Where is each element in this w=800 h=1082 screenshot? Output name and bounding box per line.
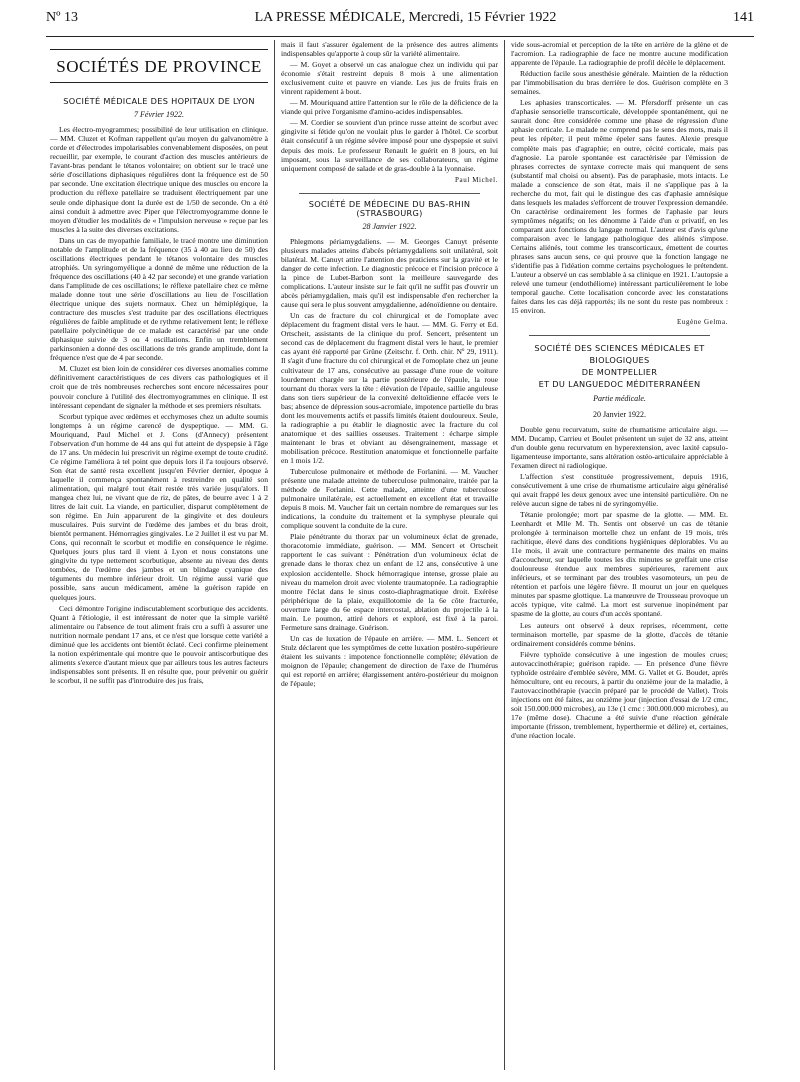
paragraph: Réduction facile sous anesthésie générale. Maintien de la réduction par l'immobilisation du bras derrière le dos. Guérison complète en 3 semaines.: [511, 69, 728, 97]
society-line: DE MONTPELLIER: [581, 367, 658, 378]
paragraph: mais il faut s'assurer également de la présence des autres aliments indispensables qu'apporte à coup sûr la variété alimentaire.: [281, 40, 498, 59]
meeting-date: 20 Janvier 1922.: [592, 409, 647, 419]
column-1: [44, 40, 274, 1070]
column-3: [504, 40, 734, 1070]
paragraph: — M. Cordier se souvient d'un prince russe atteint de scorbut avec gingivite si fétide qu'on ne voulait plus le garder à l'hôtel. Ce scorbut était consécutif à un régime sévère imposé pour une dyspepsie et suivi depuis des mois. Le professeur Renault le guérit en 8 jours, en lui imposant, sous la surveillance de ses collaborateurs, un régime uniquement composé de salade et de gras-double à la lyonnaise.: [281, 118, 498, 173]
paragraph: M. Cluzet est bien loin de considérer ces diverses anomalies comme définitivement caractéristiques de ces divers cas pathologiques et il croit que de très nombreuses recherches sont encore nécessaires pour pouvoir conclure à l'utilité des électromyogrammes en clinique. Il est intéressant cependant de signaler la méthode et ses premiers résultats.: [50, 364, 268, 410]
society-line: ET DU LANGUEDOC MÉDITERRANÉEN: [538, 379, 701, 390]
society-heading-bas-rhin: SOCIÉTÉ DE MÉDECINE DU BAS-RHIN (STRASBOURG): [308, 198, 471, 218]
paragraph: Tétanie prolongée; mort par spasme de la glotte. — MM. Et. Leenhardt et Mlle M. Th. Sentis ont observé un cas de tétanie prolongée à terminaison mortelle chez un enfant de 19 mois, très rachitique, élevé dans des conditions hygiéniques déplorables. Vu au 11e mois, il avait une contracture permanente des mains en mains d'accoucheur, sur laquelle toutes les dix minutes se greffait une crise douloureuse étendue aux membres supérieures, rarement aux inférieurs, et se terminant par des troubles vasomoteurs, un peu de rétention et parfois une légère fièvre. Il mourut un jour en quelques minutes par spasme glottique. La manœuvre de Trousseau provoque un accès typique, vite calmé. La mort est survenue inopinément par spasme de la glotte, au cours d'un accès spontané.: [511, 509, 728, 619]
divider: [529, 335, 710, 336]
paragraph: Tuberculose pulmonaire et méthode de Forlanini. — M. Vaucher présente une malade atteinte de tuberculose pulmonaire, traitée par la méthode de Forlanini. Cette malade, atteinte d'une tuberculose pulmonaire unilatérale, est actuellement en excellent état et travaille depuis 8 mois. M. Vaucher fait un certain nombre de remarques sur les indications, la conduite du traitement et la symphyse pleurale qui complique souvent la conduite de la cure.: [281, 467, 498, 531]
section-subtitle: Partie médicale.: [593, 394, 646, 404]
paragraph: Ceci démontre l'origine indiscutablement scorbutique des accidents. Quant à l'étiologie, il est intéressant de noter que la simple variété alimentaire ou l'absence de tout aliment frais cru a suffi à assurer une nutrition normale pendant 17 ans, et ce n'est que lorsque cette variété a diminué que les accidents ont bientôt éclaté. Ceci confirme pleinement la notion expérimentale qui montre que le pouvoir antiscorbutique des aliments s'exerce d'autant mieux que par ailleurs tous les autres facteurs indispensables sont présents. Il en résulte que, pour prévenir ou guérir le scorbut, il ne suffit pas d'introduire des jus frais,: [50, 603, 268, 685]
author-signature: Eugène Gelma.: [677, 318, 728, 327]
paragraph: Un cas de fracture du col chirurgical et de l'omoplate avec déplacement du fragment distal vers le haut. — MM. G. Ferry et Ed. Ortscheit, assistants de la clinique du prof. Sencert, présentent un second cas de déplacement du fragment distal vers le haut, le premier cas ayant été rapporté par Grüne (Zeitschr. f. Orth. chir. Nº 29, 1911). Il s'agit d'une fracture du col chirurgical et de l'omoplate chez un jeune cultivateur de 17 ans, consécutive au passage d'une roue de voiture lourdement chargée sur la partie postérieure de l'épaule, la roue tournant du thorax vers la tête : élévation de l'épaule, saillie anguleuse dans son tiers supérieur de la convexité deltoïdienne effacée vers le bas; absence de dépression sous-acromiale, impotence partielle du bras dont les mouvements actifs et passifs limités étaient douloureux. Seule, la radiographie a pu établir le diagnostic avec la fracture du col anatomique et des saillies osseuses. Traitement : écharpe simple maintenant le bras et obviant au désengrainement, massage et mobilisation précoce. Restitution anatomique et fonctionnelle parfaite en 1 mois 1/2.: [281, 311, 498, 465]
paragraph: Fièvre typhoïde consécutive à une ingestion de moules crues; autovaccinothérapie; guérison rapide. — En présence d'une fièvre typhoïde ostréaire d'emblée sévère, MM. G. Vallet et G. Boudet, après hémoculture, ont eu recours, à partir du onzième jour de la maladie, à l'autovaccinothérapie (vaccin préparé par le procédé de Vallet). Trois injections ont été faites, au onzième jour (injection d'essai de 1/2 cmc, soit 150.000.000 microbes), au 13e (1 cmc : 300.000.000 microbes), au 17e (même dose). Chacune a été suivie d'une réaction générale importante (frisson, tremblement, hyperthermie et délire) et, certaines, d'une réaction locale.: [511, 649, 728, 741]
paragraph: — M. Goyet a observé un cas analogue chez un individu qui par économie s'était restreint depuis 8 mois à une alimentation exclusivement cuite et pauvre en viande. Les jus de fruits frais en vinrent rapidement à bout.: [281, 60, 498, 97]
journal-title: LA PRESSE MÉDICALE, Mercredi, 15 Février 1922: [254, 10, 557, 25]
paragraph: Phlegmons périamygdaliens. — M. Georges Canuyt présente plusieurs malades atteins d'abcès périamygdaliens soit unilatéral, soit bilatéral. M. Canuyt attire l'attention des praticiens sur la gravité et le danger de cette infection. Le diagnostic précoce et l'incision précoce à la pince de Lubet-Barbon sont la meilleure sauvegarde des complications. L'auteur insiste sur le fait qu'il ne suffit pas d'ouvrir un abcès périamygdalien, mais qu'il est indispensable d'en rechercher la cause qui sera le plus souvent amygdalienne, adénoïdienne ou dentaire.: [281, 236, 498, 310]
meeting-date: 28 Janvier 1922.: [362, 221, 417, 231]
paragraph: vide sous-acromial et perception de la tête en arrière de la glène et de l'acromion. La radiographie de face ne montre aucune modification apparente de l'épaule. La radiographie de profil décèle le déplacement.: [511, 40, 728, 68]
paragraph: Les auteurs ont observé à deux reprises, récemment, cette terminaison mortelle, par spasme de la glotte, d'accès de tétanie ordinairement considérés comme bénins.: [511, 620, 728, 648]
meeting-date: 7 Février 1922.: [134, 110, 184, 120]
society-heading-lyon: SOCIÉTÉ MÉDICALE DES HOPITAUX DE LYON: [63, 96, 255, 107]
paragraph: Les électro-myogrammes; possibilité de leur utilisation en clinique. — MM. Cluzet et Kofman rappellent qu'au moyen du galvanomètre à corde et d'électrodes impolarisables convenablement disposées, on peut recueillir, par exemple, le courant d'action des muscles antérieurs de l'avant-bras pendant le tétanos volontaire; on obtient sur le tracé une série d'oscillations diphasiques régulières dont la fréquence est de 50 par seconde. Une excitation électrique unique des muscles ou encore la production du réflexe patellaire se traduisent électriquement par une seule onde diphasique dont la durée est de 1/50 de seconde. On a été ainsi conduit à admettre avec Piper que l'électromyogramme donne le moyen d'étudier les modalités de « l'impulsion nerveuse » reçue par les muscles à la suite des diverses excitations.: [50, 125, 268, 234]
page-number: 141: [732, 10, 754, 25]
columns: [44, 40, 756, 1070]
column-2: [274, 40, 504, 1070]
society-line: SOCIÉTÉ DES SCIENCES MÉDICALES ET BIOLOGIQUES: [534, 343, 705, 366]
page-header: [46, 10, 754, 37]
paragraph: Double genu recurvatum, suite de rhumatisme articulaire aigu. — MM. Ducamp, Carrieu et Boulet présentent un sujet de 32 ans, atteint d'un double genu recurvatum en hyperextension, avec laxité capsulo-ligamenteuse importante, sans altération ostéo-articulaire appréciable à l'examen direct ni radiologique.: [511, 424, 728, 470]
society-heading-montpellier: [511, 342, 728, 390]
paragraph: — M. Mouriquand attire l'attention sur le rôle de la déficience de la viande qui prive l'organisme d'amino-acides indispensables.: [281, 98, 498, 117]
paragraph: Dans un cas de myopathie familiale, le tracé montre une diminution notable de l'amplitude et de la fréquence (35 à 40 au lieu de 50) des oscillations électriques pendant le tétanos volontaire des muscles atrophiés. Un syringomyélique a donné de même une réduction de la fréquence des oscillations (40 à 42 par seconde) et une grande variation dans l'amplitude de ces oscillations; le réflexe patellaire chez ce même malade donne tout une série d'oscillations au lieu de l'oscillation électrique unique des sujets normaux. Chez un hémiplégique, la contracture des muscles s'est traduite par des oscillations électriques régulières de faible amplitude et de rythme relativement lent; le réflexe patellaire polycinétique de ce malade est caractérisé par une onde diphasique suivie de 3 ou 4 oscillations. Enfin un tremblement parkinsonien a donné des oscillations de très grande amplitude, dont la fréquence n'est que de 4 par seconde.: [50, 235, 268, 363]
paragraph: Plaie pénétrante du thorax par un volumineux éclat de grenade, thoracotomie immédiate, guérison. — MM. Sencert et Ortscheit rapportent le cas suivant : Pénétration d'un volumineux éclat de grenade dans le thorax chez un enfant de 12 ans, consécutive à une explosion accidentelle. Shock hémorragique intense, grosse plaie au niveau du mamelon droit avec violente traumatopnée. La radiographie montre l'éclat dans le sinus costo-diaphragmatique droit. Exérèse périphérique de la plaie, exquillotomie de la 6e côte fracturée, ouverture large du 6e espace intercostal, ablation du projectile à la main. Le poumon, attiré dehors et exploré, est fixé à la paroi. Fermeture sans drainage. Guérison.: [281, 532, 498, 632]
paragraph: L'affection s'est constituée progressivement, depuis 1916, consécutivement à une crise de rhumatisme articulaire aigu généralisé qui avait frappé les deux genoux avec une intensité particulière. On ne relève aucun signe de tabes ni de syringomyélie.: [511, 471, 728, 508]
author-signature: Paul Michel.: [455, 175, 498, 184]
paragraph: Un cas de luxation de l'épaule en arrière. — MM. L. Sencert et Stulz déclarent que les symptômes de cette luxation postéro-supérieure étaient les suivants : impotence fonctionnelle complète; élévation de moignon de l'épaule; changement de direction de l'axe de l'humérus qui est reporté en arrière; élargissement antéro-postérieur du moignon de l'épaule;: [281, 633, 498, 689]
divider: [299, 193, 480, 194]
issue-number: Nº 13: [46, 10, 78, 25]
paragraph: Scorbut typique avec œdèmes et ecchymoses chez un adulte soumis longtemps à un régime carencé de dyspeptique. — MM. G. Mouriquand, Paul Michel et J. Cons (d'Annecy) présentent l'observation d'un homme de 44 ans qui fut atteint de dyspepsie à l'âge de 17 ans. Un médecin lui prescrivit un régime exempt de toute crudité. Ce régime l'améliora à tel point que depuis lors il l'a toujours observé. Son état de santé resta excellent jusqu'en Février dernier, époque à laquelle il commença spontanément à restreindre en qualité son alimentation, qui malgré tout était restée très variée jusqu'alors. Il mangea chez lui, ne vivant que de riz, de pâtes, de beurre avec 1 à 2 litres de lait cuit. La viande, en particulier, disparut complètement de son régime. En Juin apparurent de la gingivite et des douleurs musculaires. Puis survint de l'œdème des jambes et du bras droit, bientôt permanent. Hémorragies gingivales. Le 2 Juillet il est vu par M. Cons, qui reconnaît le scorbut et modifie en conséquence le régime. Quelques jours plus tard il vient à Lyon et nous constatons une gingivite du type nettement scorbutique, absente au niveau des dents tombées, de l'œdème des jambes et un blindage cyanique des téguments du membre inférieur droit. Un régime aussi varié que possible, sans aucun médicament, amène la guérison rapide en quelques jours.: [50, 411, 268, 602]
paragraph: Les aphasies transcorticales. — M. Pfersdorff présente un cas d'aphasie sensorielle transcorticale, développée spontanément, qui ne saurait donc être considérée comme une phase de régression d'une aphasie corticale. Le malade ne comprend pas le sens des mots, mais il peut les répéter; il peut même épeler sans fautes. Alexie presque complète mais pas d'agraphie; en outre, cécité corticale, mais pas d'agnosie. La parole spontanée est caractérisée par l'émission de phrases correctes de syntaxe correcte mais qui manquent de sens (substantif mal choisi ou absent). Pas de paraphasie, mots intacts. Le malade a conscience de son état, mais il ne s'applique pas à la recherche du mot, fait qui le distingue des cas d'aphasie amnésique dans lesquels les malades s'efforcent de trouver l'expression demandée. On caractérise ordinairement les formes de l'aphasie par leurs symptômes négatifs; on les dénomme à l'aide d'un α privatif, en les comparant aux fonctions du langage normal. L'auteur est d'avis qu'une comparaison avec le langage pathologique des aliénés s'impose. Certains aliénés, tout comme les transcorticaux, émettent de courtes phrases sans aucun sens, ce qui prouve que la fonction langage ne s'identifie pas à l'idéation comme certains psychologues le prétendent. L'auteur a observé un cas semblable à sa clinique en 1921. L'autopsie a relevé une tumeur (endothéliome) intéressant particulièrement le lobe temporal gauche. Cette localisation concorde avec les constatations faites dans les cas déjà rapportés; ils ne sont du reste pas nombreux : 15 environ.: [511, 98, 728, 316]
section-title: SOCIÉTÉS DE PROVINCE: [50, 49, 268, 83]
